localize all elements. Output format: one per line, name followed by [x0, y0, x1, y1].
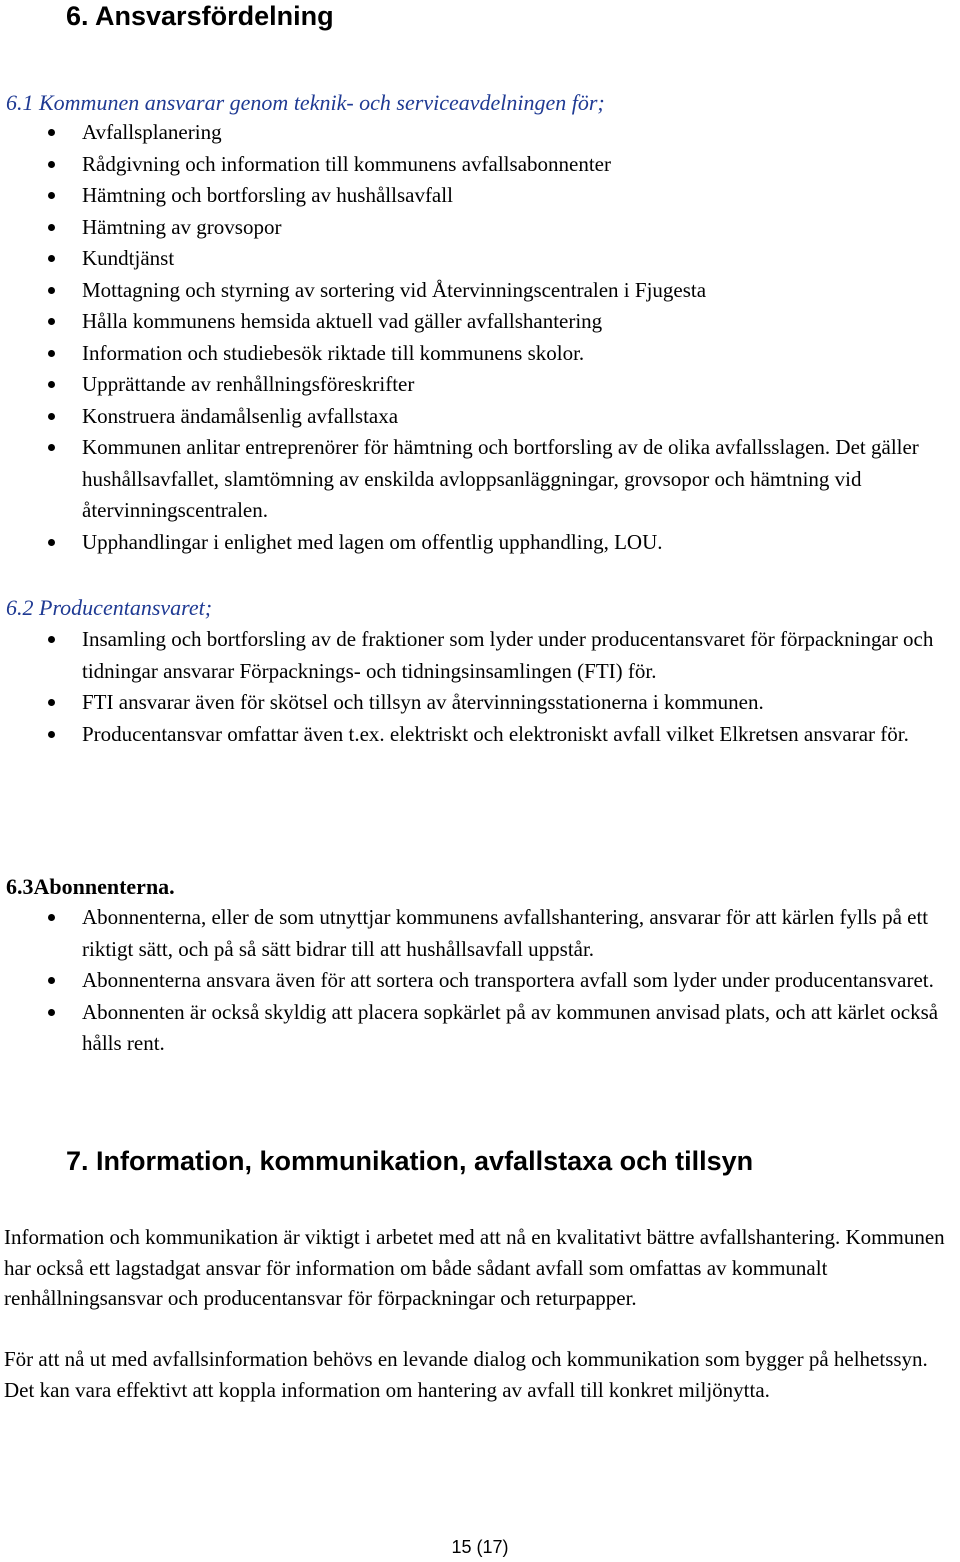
list-item: Kommunen anlitar entreprenörer för hämtning och bortforsling av de olika avfallsslagen. Det gäller hushållsavfallet, slamtömning av enskilda avloppsanläggningar, grovsopor och hämtning vid återvinningscentralen. [0, 432, 960, 527]
bullet-icon [48, 539, 55, 546]
list-item: Abonnenterna ansvara även för att sortera och transportera avfall som lyder under producentansvaret. [0, 965, 960, 997]
section-6-3-heading: 6.3Abonnenterna. [6, 874, 175, 899]
section-7-title: 7. Information, kommunikation, avfallstaxa och tillsyn [66, 1146, 754, 1176]
bullet-icon [48, 381, 55, 388]
bullet-icon [48, 914, 55, 921]
bullet-icon [48, 192, 55, 199]
bullet-icon [48, 287, 55, 294]
list-item: Mottagning och styrning av sortering vid Återvinningscentralen i Fjugesta [0, 275, 960, 307]
bullet-icon [48, 413, 55, 420]
list-item: Upphandlingar i enlighet med lagen om offentlig upphandling, LOU. [0, 527, 960, 559]
list-item: Upprättande av renhållningsföreskrifter [0, 369, 960, 401]
bullet-icon [48, 318, 55, 325]
bullet-icon [48, 731, 55, 738]
list-item: Kundtjänst [0, 243, 960, 275]
section-7-paragraph-1: Information och kommunikation är viktigt i arbetet med att nå en kvalitativt bättre avfallshantering. Kommunen har också ett lagstadgat ansvar för information om både sådant avfall som omfattas av kommunalt renhållningsansvar och producentansvar för förpackningar och returpapper. [4, 1225, 945, 1311]
list-item: Producentansvar omfattar även t.ex. elektriskt och elektroniskt avfall vilket Elkretsen ansvarar för. [0, 719, 960, 751]
bullet-icon [48, 350, 55, 357]
list-item: Abonnenten är också skyldig att placera sopkärlet på av kommunen anvisad plats, och att kärlet också hålls rent. [0, 997, 960, 1060]
bullet-icon [48, 1009, 55, 1016]
list-item: Hämtning och bortforsling av hushållsavfall [0, 180, 960, 212]
bullet-icon [48, 977, 55, 984]
list-item: Hålla kommunens hemsida aktuell vad gäller avfallshantering [0, 306, 960, 338]
list-item: Insamling och bortforsling av de fraktioner som lyder under producentansvaret för förpackningar och tidningar ansvarar Förpacknings- och tidningsinsamlingen (FTI) för. [0, 624, 960, 687]
bullet-icon [48, 255, 55, 262]
list-item: Konstruera ändamålsenlig avfallstaxa [0, 401, 960, 433]
list-item: Hämtning av grovsopor [0, 212, 960, 244]
section-6-2-heading: 6.2 Producentansvaret; [6, 595, 213, 620]
bullet-icon [48, 444, 55, 451]
bullet-icon [48, 129, 55, 136]
list-item: Information och studiebesök riktade till kommunens skolor. [0, 338, 960, 370]
section-6-1-list [0, 117, 960, 558]
bullet-icon [48, 699, 55, 706]
section-6-1-heading: 6.1 Kommunen ansvarar genom teknik- och serviceavdelningen för; [6, 90, 605, 115]
page-number: 15 (17) [451, 1537, 509, 1557]
section-7-paragraph-2: För att nå ut med avfallsinformation behövs en levande dialog och kommunikation som bygger på helhetssyn. Det kan vara effektivt att koppla information om hantering av avfall till konkret miljönytta. [4, 1347, 928, 1402]
section-6-title: 6. Ansvarsfördelning [66, 1, 334, 31]
list-item: Abonnenterna, eller de som utnyttjar kommunens avfallshantering, ansvarar för att kärlen fylls på ett riktigt sätt, och på så sätt bidrar till att hushållsavfall uppstår. [0, 902, 960, 965]
bullet-icon [48, 161, 55, 168]
list-item: Avfallsplanering [0, 117, 960, 149]
bullet-icon [48, 636, 55, 643]
list-item: FTI ansvarar även för skötsel och tillsyn av återvinningsstationerna i kommunen. [0, 687, 960, 719]
list-item: Rådgivning och information till kommunens avfallsabonnenter [0, 149, 960, 181]
bullet-icon [48, 224, 55, 231]
section-6-3-list [0, 902, 960, 1060]
section-6-2-list [0, 624, 960, 750]
